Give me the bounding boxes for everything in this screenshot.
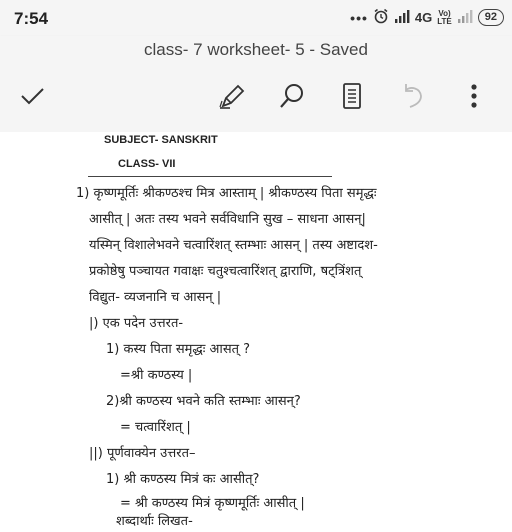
section-heading: |) एक पदेन उत्तरत- bbox=[89, 316, 184, 331]
undo-icon[interactable] bbox=[396, 80, 428, 112]
document-body[interactable] bbox=[0, 132, 512, 529]
app-header bbox=[0, 36, 512, 132]
battery-indicator: 92 bbox=[478, 9, 504, 26]
class-heading: CLASS- VII bbox=[118, 158, 176, 170]
network-type: 4G bbox=[414, 10, 433, 25]
question-line: 2)श्री कण्ठस्य भवने कति स्तम्भाः आसन्? bbox=[106, 394, 301, 409]
paragraph-line: यस्मिन् विशालेभवने चत्वारिंशत् स्तम्भाः आसन् | तस्य अष्टादश- bbox=[89, 238, 378, 253]
status-icons bbox=[350, 8, 504, 27]
signal-2-icon bbox=[457, 9, 473, 26]
status-bar bbox=[0, 0, 512, 36]
section-heading: ||) पूर्णवाक्येन उत्तरत– bbox=[89, 446, 196, 461]
status-time: 7:54 bbox=[14, 9, 49, 28]
alarm-icon bbox=[373, 8, 389, 27]
search-icon[interactable] bbox=[276, 80, 308, 112]
volte-badge: Vo) LTE bbox=[437, 8, 452, 26]
paragraph-line: आसीत् | अतः तस्य भवने सर्वविधानि सुख – साधना आसन्| bbox=[89, 212, 366, 227]
notification-dots: ••• bbox=[350, 9, 368, 26]
paragraph-line: 1) कृष्णमूर्तिः श्रीकण्ठश्च मित्र आस्ताम् | श्रीकण्ठस्य पिता समृद्धः bbox=[76, 186, 377, 201]
paragraph-line: प्रकोष्ठेषु पञ्चायत गवाक्षः चतुश्चत्वारिंशत् द्वाराणि, षट्त्रिंशत् bbox=[89, 264, 362, 279]
question-line: 1) कस्य पिता समृद्धः आसत् ? bbox=[106, 342, 251, 357]
signal-icon bbox=[394, 9, 410, 26]
paragraph-line: विद्युत- व्यजनानि च आसन् | bbox=[89, 290, 222, 305]
edit-pen-icon[interactable] bbox=[216, 80, 248, 112]
heading-divider bbox=[88, 176, 332, 177]
document-title: class- 7 worksheet- 5 - Saved bbox=[144, 40, 368, 59]
answer-line: = श्री कण्ठस्य मित्रं कृष्णमूर्तिः आसीत् | bbox=[120, 496, 305, 511]
check-icon[interactable] bbox=[16, 80, 48, 112]
question-line: 1) श्री कण्ठस्य मित्रं कः आसीत्? bbox=[106, 472, 260, 487]
answer-line: = चत्वारिंशत् | bbox=[120, 420, 191, 435]
reading-mode-icon[interactable] bbox=[336, 80, 368, 112]
more-vert-icon[interactable] bbox=[458, 80, 490, 112]
subject-heading: SUBJECT- SANSKRIT bbox=[104, 134, 218, 146]
section-heading: शब्दार्थाः लिखत- bbox=[116, 514, 193, 529]
answer-line: =श्री कण्ठस्य | bbox=[120, 368, 193, 383]
